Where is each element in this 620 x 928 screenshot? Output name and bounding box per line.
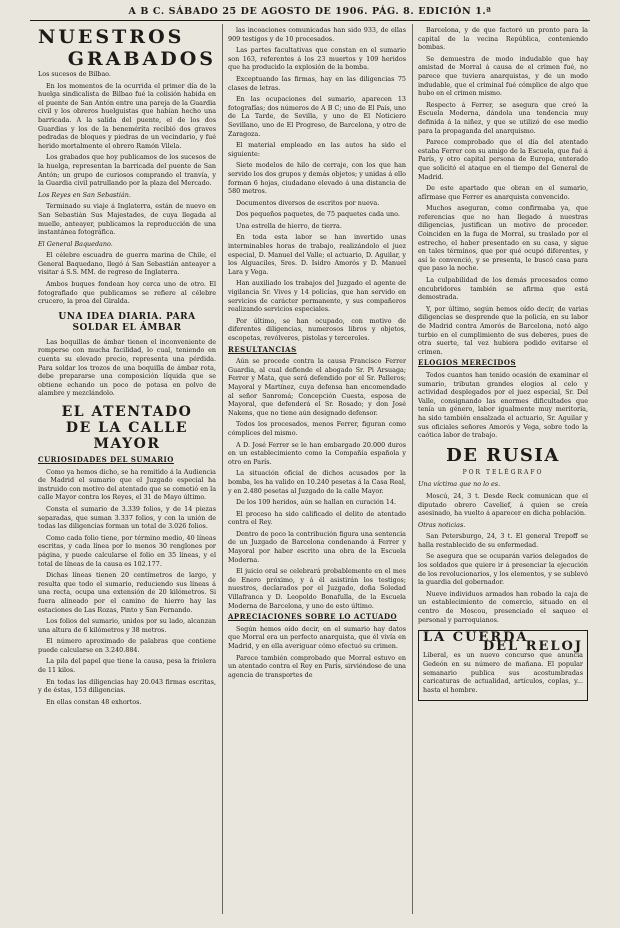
- paragraph: Siete modelos de hilo de cerraje, con los que han servido los dos grupos y demás objetos; y unidas á ello forman 6 hojas, ciudadano elevado á una distancia de 580 metros.: [228, 161, 406, 196]
- paragraph: Documentos diversos de escritos por nueva.: [236, 198, 380, 207]
- paragraph: De este apartado que obran en el sumario, afírmase que Ferrer es anarquista convencido.: [418, 184, 588, 201]
- paragraph: La culpabilidad de los demás procesados como encubridores también se afirma que está demostrada.: [418, 276, 588, 302]
- paragraph: Parece también comprobado que Morral estuvo en un atentado contra el Rey en París, sirviéndose de una agencia de transportes de: [228, 653, 406, 679]
- subhead-baquedano: El General Baquedano.: [38, 239, 113, 248]
- paragraph: Dos pequeños paquetes, de 75 paquetes cada uno.: [236, 210, 400, 219]
- paragraph: Todos cuantos han tenido ocasión de examinar el sumario, tributan grandes elogios al celo y actividad desplegados por el juez especial, Sr. Del Valle, consignando las enormes dificultades que tenía un género, labor igualmente muy meritoria, ha sido también ensalzada el actuario, Sr. Aguilar y sus oficiales señores Amorós y Vega, sobre todo la caótica labor de trabajo.: [418, 370, 588, 440]
- paragraph: La situación oficial de dichos acusados por la bomba, les ha valido en 10.240 pesetas á la Casa Real, y en 2.480 pesetas al Juzgado de la calle Mayor.: [228, 469, 406, 495]
- paragraph: Los folios del sumario, unidos por su lado, alcanzan una altura de 6 kilómetros y 38 metros.: [38, 617, 216, 634]
- article-title-ambar: UNA IDEA DIARIA. PARA SOLDAR EL ÁMBAR: [58, 311, 196, 333]
- column-1: [38, 26, 216, 709]
- paragraph: Según hemos oído decir, en el sumario hay datos que Morral era un perfecto anarquista, que él vivía en Madrid, y en ella averiguar cómo efectuó su crimen.: [228, 624, 406, 650]
- paragraph: Los grabados que hoy publicamos de los sucesos de la huelga, representan la barricada del puente de San Antón; un grupo de curiosos comprando el tranvía, y la Guardia civil patrullando por la plaza del Mercado.: [38, 153, 216, 188]
- column-divider-2: [412, 24, 413, 914]
- paragraph: Barcelona, y de que factoró un pronto para la capital de la vecina República, conteniendo bombas.: [418, 26, 588, 52]
- paragraph: Las boquillas de ámbar tienen el inconveniente de romperse con mucha facilidad, lo cual, teniendo en cuenta su elevado precio, representa una pérdida. Para soldar los trozos de una boquilla de ámbar rota, debe prepararse una composición líquida que se obtiene echando un poco de potasa en polvo de alambre y mezclándolo.: [38, 337, 216, 398]
- header-rule: [30, 20, 590, 21]
- column-2: [228, 26, 406, 682]
- paragraph: En toda esta labor se han invertido unas interminables horas de trabajo, realizándolo el juez especial, D. Manuel del Valle; el actuario, D. Aguilar, y los Alguaciles, Sres. D. Isidro Amorós y D. Manuel Lara y Vega.: [228, 233, 406, 276]
- paragraph: Respecto á Ferrer, se asegura que creó la Escuela Moderna, dándola una tendencia muy definida á la niñez, y que se utilizó de ese medio para la propaganda del anarquismo.: [418, 100, 588, 135]
- paragraph: Consta el sumario de 3.339 folios, y de 14 piezas separadas, que suman 3.337 folios, y con la unión de todas las diligencias forman un total de 3.026 folios.: [38, 504, 216, 531]
- paragraph: En ellas constan 48 exhortos.: [46, 697, 142, 706]
- article-subtitle-telegrafo: POR TELÉGRAFO: [462, 468, 544, 476]
- advert-title-2: DEL RELOJ: [482, 638, 583, 654]
- paragraph: Aún se procede contra la causa Francisco Ferrer Guardia, al cual defiende el abogado Sr. Pi Arsuaga; Ferrer y Mata, que será defendido por el Sr. Palleros; Mayoral y Martínez, cuya defensa han encomendado al señor Sanromá; Concepción Cuesta, esposa de Mayoral, que defenderá el Sr. Rosado; y don José Nakens, que no tiene aún designado defensor.: [228, 357, 406, 417]
- advert-title-1: LA CUERDA: [423, 630, 529, 646]
- paragraph: Todos los procesados, menos Ferrer, figuran como cómplices del mismo.: [228, 420, 406, 437]
- subhead-apreciaciones: APRECIACIONES SOBRE LO ACTUADO: [228, 612, 398, 622]
- paragraph: Terminado su viaje á Inglaterra, están de nuevo en San Sebastián Sus Majestades, de cuya llegada al muelle, anteayer, publicamos la reproducción de una instantánea fotográfica.: [38, 202, 216, 237]
- paragraph: Exceptuando las firmas, hay en las diligencias 75 clases de letras.: [228, 74, 406, 92]
- article-title-atentado: EL ATENTADO: [61, 404, 193, 420]
- paragraph: En todas las diligencias hay 20.043 firmas escritas, y de éstas, 153 diligencias.: [38, 677, 216, 695]
- subhead-curiosidades: CURIOSIDADES DEL SUMARIO: [38, 455, 174, 464]
- paragraph: Como ya hemos dicho, se ha remitido á la Audiencia de Madrid el sumario que el Juzgado especial ha instruido con motivo del atentado que se cometió en la calle Mayor contra los Reyes, el 31 de Mayo último.: [38, 467, 217, 502]
- paragraph: Dentro de poco la contribución figura una sentencia de un Juzgado de Barcelona condenando á Ferrer y Mayoral por haber escrito una obra de la Escuela Moderna.: [228, 529, 406, 564]
- section-title-nuestros: NUESTROS: [38, 26, 185, 48]
- paragraph: Las partes facultativas que constan en el sumario son 163, referentes á los 23 muertos y 109 heridos que ha producido la explosión de la bomba.: [228, 46, 406, 72]
- paragraph: Se asegura que se ocuparán varios delegados de los soldados que quiere ir á presenciar la ejecución de los revolucionarios, y los elementos, y se sublevó la guardia del gobernador.: [418, 552, 588, 587]
- paragraph: El material empleado en las autos ha sido el siguiente:: [228, 141, 406, 158]
- column-divider-1: [222, 24, 223, 914]
- paragraph: El célebre escuadra de guerra marina de Chile, el General Baquedano, llegó á San Sebastián anteayer a visitar á S.S. MM. de regreso de Inglaterra.: [38, 251, 216, 277]
- article-title-rusia: DE RUSIA: [446, 444, 560, 466]
- subhead-elogios: ELOGIOS MERECIDOS: [418, 358, 517, 368]
- paragraph: Parece comprobado que el día del atentado estaba Ferrer con su amigo de la Escuela, que fué á París, y otro capital persona de Europa, enterado que solicitó el ataque en el tiempo del General de Madrid.: [418, 138, 588, 181]
- paragraph: El juicio oral se celebrará probablemente en el mes de Enero próximo, y á él asistirán los testigos; nuestros, declarados por el Juzgado, doña Soledad Villafranca y D. Leopoldo Bonafulla, de la Escuela Moderna de Barcelona, y uno de esto último.: [228, 567, 406, 610]
- subhead-bilbao: Los sucesos de Bilbao.: [38, 70, 111, 78]
- paragraph: En los momentos de la ocurrida el primer día de la huelga sindicalista de Bilbao fué la colisión habida en el puente de San Antón entre una pareja de la Guardia civil y los obreros huelguistas que habían hecho una barricada. A la salida del puente, el de los dos Guardias y los de la benemérita recibió dos graves pedradas de bloques y piedras de un vecindario, y fué herido mortalmente el obrero Ramón Vilela.: [38, 81, 216, 150]
- paragraph: Nueve individuos armados han robado la caja de un establecimiento de comercio, situado en el centro de Moscou, presenciado el saqueo el personal y parroquianos.: [418, 589, 588, 624]
- paragraph: A D. José Ferrer se le han embargado 20.000 duros en un establecimiento como la Compañía española y otro en París.: [228, 440, 406, 466]
- column-3: [418, 26, 588, 701]
- subhead-victima: Una víctima que no lo es.: [418, 480, 501, 489]
- paragraph: Ambos buques fondean hoy cerca uno de otro. El fotografiado que publicamos se refiere al célebre crucero, la proa del Giralda.: [38, 280, 216, 306]
- paragraph: Han auxiliado los trabajos del Juzgado el agente de vigilancia Sr. Vives y 14 policías, que han servido en servicios de carácter permanente, y sus compañeros realizando servicios especiales.: [228, 279, 406, 314]
- paragraph: La pila del papel que tiene la causa, pesa la friolera de 11 kilos.: [38, 657, 216, 675]
- paragraph: las incoaciones comunicadas han sido 933, de ellas 909 testigos y de 10 procesados.: [228, 26, 406, 43]
- advert-box: [418, 630, 588, 701]
- paragraph: Muchos aseguran, como confirmaba ya, que referencias que no han llegado á nuestras diligencias, justifican un motivo de proceder. Coinciden en la fuga de Morral, su traslado por el estrecho, el haber presentado en su casa, y sigue en tales términos, que por qué ocupó diferentes, y así le convenció, y se presenta, le buscó casa para que paso la noche.: [418, 204, 588, 273]
- page-header: A B C. SÁBADO 25 DE AGOSTO DE 1906. PÁG. 8. EDICIÓN 1.ª: [128, 6, 492, 17]
- subhead-reyes: Los Reyes en San Sebastián.: [38, 190, 131, 199]
- paragraph: En las ocupaciones del sumario, aparecen 13 fotografías; dos números de A B C; uno de El País, uno de La Tarde, de Sevilla, y uno de El Noticiero Sevillano, uno de El Progreso, de Barcelona, y otro de Zaragoza.: [228, 95, 406, 138]
- subhead-otras-noticias: Otras noticias.: [418, 520, 466, 529]
- paragraph: Una estrella de hierro, de tierra.: [236, 221, 342, 230]
- paragraph: Por último, se han ocupado, con motivo de diferentes diligencias, numerosos libros y objetos, escopetas, revólveres, pistolas y terceroles.: [228, 316, 406, 342]
- section-title-grabados: GRABADOS: [67, 48, 216, 70]
- paragraph: Se demuestra de modo indudable que hay amistad de Morral á causa de el crimen fué, no parece que tuviera anarquistas, y de un modo indudable, que el criminal fué cómplice de algo que hubo en el crimen mismo.: [418, 54, 588, 98]
- paragraph: El número aproximado de palabras que contiene puede calcularse en 3.240.884.: [38, 637, 216, 654]
- paragraph: Y, por último, según hemos oído decir, de varias diligencias se desprende que la policía, en su labor de Madrid contra Amorós de Barcelona, notó algo turbio en el cumplimiento de sus deberes, pues de otra suerte, tal vez hubiera podido evitarse el crimen.: [418, 304, 588, 356]
- subhead-resultancias: RESULTANCIAS: [228, 344, 297, 354]
- paragraph: De los 109 heridos, aún se hallan en curación 14.: [236, 498, 397, 507]
- paragraph: San Petersburgo, 24, 3 t. El general Trepoff se halla restablecido de su enfermedad.: [418, 532, 588, 549]
- advert-text: Liberal, es un nuevo concurso que anuncia Gedeón en su número de mañana. El popular semanario publica sus acostumbradas caricaturas de actualidad, artículos, coplas, y... hasta el hombre.: [423, 651, 583, 694]
- paragraph: Como cada folio tiene, por término medio, 40 líneas escritas, y cada línea por lo menos 30 renglones por página, y puede calcularse el folio en 35 líneas, y el total de líneas de la causa es 102.177.: [38, 533, 216, 568]
- paragraph: Moscú, 24, 3 t. Desde Reck comunican que el diputado obrero Cavelief, á quien se creía asesinado, ha vuelto á aparecer en dicha población.: [418, 491, 588, 518]
- paragraph: Dichas líneas tienen 20 centímetros de largo, y resulta que todo el sumario, reduciendo sus líneas á una recta, ocupa una extensión de 20 kilómetros. Si fuera alineado por el camino de hierro hay las estaciones de Las Rozas, Pinto y San Fernando.: [38, 571, 216, 614]
- paragraph: El proceso ha sido calificado el delito de atentado contra el Rey.: [228, 509, 406, 527]
- article-title-calle-mayor: DE LA CALLE MAYOR: [65, 420, 189, 452]
